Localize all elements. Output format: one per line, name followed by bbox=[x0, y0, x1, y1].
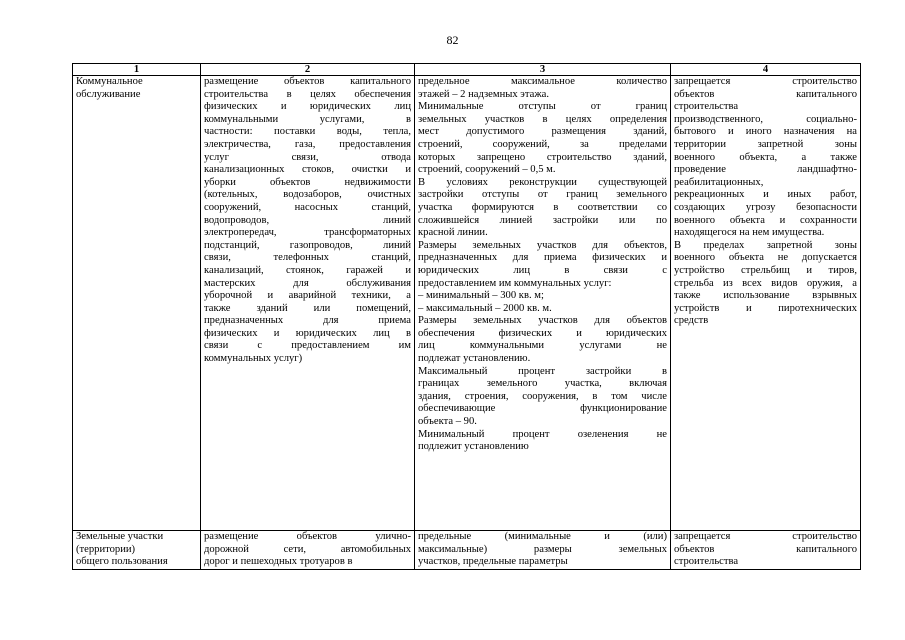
restrictions-cell bbox=[671, 531, 861, 570]
text-line: водопроводов, линий bbox=[204, 214, 411, 226]
table-row bbox=[73, 531, 861, 570]
text-line: обеспечения физических и юридических bbox=[418, 327, 667, 339]
page-number: 82 bbox=[446, 33, 459, 47]
text-line: предельные (минимальные и (или) bbox=[418, 531, 667, 542]
paragraph bbox=[674, 240, 857, 328]
text-line: которых запрещено строительство зданий, bbox=[418, 151, 667, 163]
text-line: рекреационных и иных работ, bbox=[674, 189, 857, 201]
text-line: запрещается строительство bbox=[674, 531, 857, 542]
text-line: бытового и иного назначения на bbox=[674, 126, 857, 138]
text-line: – максимальный – 2000 кв. м. bbox=[418, 302, 552, 314]
paragraph bbox=[418, 290, 667, 303]
text-line: В пределах запретной зоны bbox=[674, 239, 857, 251]
permitted-use-cell bbox=[201, 531, 415, 570]
text-line: В условиях реконструкции существующей bbox=[418, 176, 667, 188]
column-header-2: 2 bbox=[201, 64, 415, 76]
paragraph bbox=[674, 76, 857, 240]
text-line: сооружений, насосных станций, bbox=[204, 201, 411, 213]
text-line: строений, сооружений, за пределами bbox=[418, 138, 667, 150]
text-line: коммунальными услугами, в bbox=[204, 113, 411, 125]
text-line: объектов капитального bbox=[674, 543, 857, 555]
text-line: объекта – 90. bbox=[418, 416, 477, 428]
restrictions-cell bbox=[671, 76, 861, 531]
text-line: электричества, газа, предоставления bbox=[204, 138, 411, 150]
text-line: производственного, социально- bbox=[674, 113, 857, 125]
text-line: канализационных стоков, очистки и bbox=[204, 164, 411, 176]
zone-name-cell bbox=[73, 76, 201, 531]
parameters-cell bbox=[415, 531, 671, 570]
text-line: лиц коммунальными услугами не bbox=[418, 340, 667, 352]
zone-name-cell bbox=[73, 531, 201, 570]
text-line: обслуживание bbox=[76, 88, 141, 100]
text-line: строений, сооружений – 0,5 м. bbox=[418, 164, 556, 176]
text-line: подстанций, газопроводов, линий bbox=[204, 239, 411, 251]
text-line: также зданий или помещений, bbox=[204, 302, 411, 314]
text-line: стрельба из всех видов оружия, а bbox=[674, 277, 857, 289]
text-line: средств bbox=[674, 315, 709, 327]
text-line: максимальные) размеры земельных bbox=[418, 543, 667, 555]
text-line: находящегося на нем имущества. bbox=[674, 227, 825, 239]
paragraph bbox=[418, 101, 667, 177]
text-line: подлежат установлению. bbox=[418, 353, 531, 365]
text-line: мастерских для обслуживания bbox=[204, 277, 411, 289]
paragraph bbox=[418, 303, 667, 316]
column-header-4: 4 bbox=[671, 64, 861, 76]
text-line: связи с предоставлением им bbox=[204, 340, 411, 352]
permitted-use-cell bbox=[201, 76, 415, 531]
text-line: границах земельного участка, включая bbox=[418, 378, 667, 390]
text-line: территории запретной зоны bbox=[674, 138, 857, 150]
paragraph bbox=[418, 429, 667, 454]
text-line: Коммунальное bbox=[76, 76, 143, 87]
parameters-cell bbox=[415, 76, 671, 531]
text-line: объектов капитального bbox=[674, 88, 857, 100]
text-line: уборочной и аварийной техники, а bbox=[204, 290, 411, 302]
paragraph bbox=[418, 76, 667, 101]
text-line: уборки объектов недвижимости bbox=[204, 176, 411, 188]
text-line: реабилитационных, bbox=[674, 176, 764, 188]
text-line: канализаций, стоянок, гаражей и bbox=[204, 264, 411, 276]
text-line: обеспечивающие функционирование bbox=[418, 403, 667, 415]
text-line: – минимальный – 300 кв. м; bbox=[418, 290, 544, 302]
text-line: подлежит установлению bbox=[418, 441, 529, 453]
text-line: связи, телефонных станций, bbox=[204, 252, 411, 264]
table-row bbox=[73, 76, 861, 531]
text-line: Минимальные отступы от границ bbox=[418, 101, 667, 113]
text-line: строительства bbox=[674, 101, 739, 113]
text-line: Земельные участки bbox=[76, 531, 164, 542]
text-line: создающих угрозу безопасности bbox=[674, 201, 857, 213]
text-line: также использование взрывных bbox=[674, 290, 857, 302]
text-line: электропередач, трансформаторных bbox=[204, 227, 411, 239]
text-line: красной линии. bbox=[418, 227, 488, 239]
table-header-row bbox=[73, 64, 861, 76]
text-line: предназначенных для приема физических и bbox=[418, 252, 667, 264]
text-line: Минимальный процент озеленения не bbox=[418, 428, 667, 440]
text-line: этажей – 2 надземных этажа. bbox=[418, 88, 549, 100]
text-line: здания, строения, сооружения, в том числе bbox=[418, 390, 667, 402]
text-line: дорог и пешеходных тротуаров в bbox=[204, 556, 353, 568]
text-line: (котельных, водозаборов, очистных bbox=[204, 189, 411, 201]
text-line: военного объекта не допускается bbox=[674, 252, 857, 264]
paragraph bbox=[418, 366, 667, 429]
text-line: общего пользования bbox=[76, 556, 168, 568]
text-line: Размеры земельных участков для объектов, bbox=[418, 239, 667, 251]
text-line: Размеры земельных участков для объектов bbox=[418, 315, 667, 327]
text-line: предоставлением им коммунальных услуг: bbox=[418, 277, 612, 289]
text-line: военного объекта и сохранности bbox=[674, 214, 857, 226]
text-line: физических и юридических лиц bbox=[204, 101, 411, 113]
column-header-3: 3 bbox=[415, 64, 671, 76]
text-line: устройство стрельбищ и тиров, bbox=[674, 264, 857, 276]
text-line: сложившейся линией застройки или по bbox=[418, 214, 667, 226]
paragraph bbox=[418, 177, 667, 240]
text-line: участков, предельные параметры bbox=[418, 556, 568, 568]
text-line: Максимальный процент застройки в bbox=[418, 365, 667, 377]
text-line: предназначенных для приема bbox=[204, 315, 411, 327]
regulations-table bbox=[72, 63, 861, 570]
text-line: услуг связи, отвода bbox=[204, 151, 411, 163]
text-line: (территории) bbox=[76, 543, 136, 555]
text-line: земельных участков в целях определения bbox=[418, 113, 667, 125]
text-line: коммунальных услуг) bbox=[204, 353, 303, 365]
text-line: строительства в целях обеспечения bbox=[204, 88, 411, 100]
text-line: размещение объектов капитального bbox=[204, 76, 411, 87]
paragraph bbox=[674, 531, 857, 569]
paragraph bbox=[418, 315, 667, 365]
text-line: проведение ландшафтно- bbox=[674, 164, 857, 176]
text-line: военного объекта, а также bbox=[674, 151, 857, 163]
text-line: физических и юридических лиц в bbox=[204, 327, 411, 339]
text-line: размещение объектов улично- bbox=[204, 531, 411, 542]
column-header-1: 1 bbox=[73, 64, 201, 76]
paragraph bbox=[418, 240, 667, 290]
text-line: запрещается строительство bbox=[674, 76, 857, 87]
text-line: участка формируются в соответствии со bbox=[418, 201, 667, 213]
text-line: застройки отступы от границ земельного bbox=[418, 189, 667, 201]
text-line: устройств и пиротехнических bbox=[674, 302, 857, 314]
text-line: строительства bbox=[674, 556, 739, 568]
text-line: предельное максимальное количество bbox=[418, 76, 667, 87]
text-line: юридических лиц в связи с bbox=[418, 264, 667, 276]
paragraph bbox=[418, 531, 667, 569]
text-line: частности: поставки воды, тепла, bbox=[204, 126, 411, 138]
text-line: дорожной сети, автомобильных bbox=[204, 543, 411, 555]
text-line: мест допустимого размещения зданий, bbox=[418, 126, 667, 138]
